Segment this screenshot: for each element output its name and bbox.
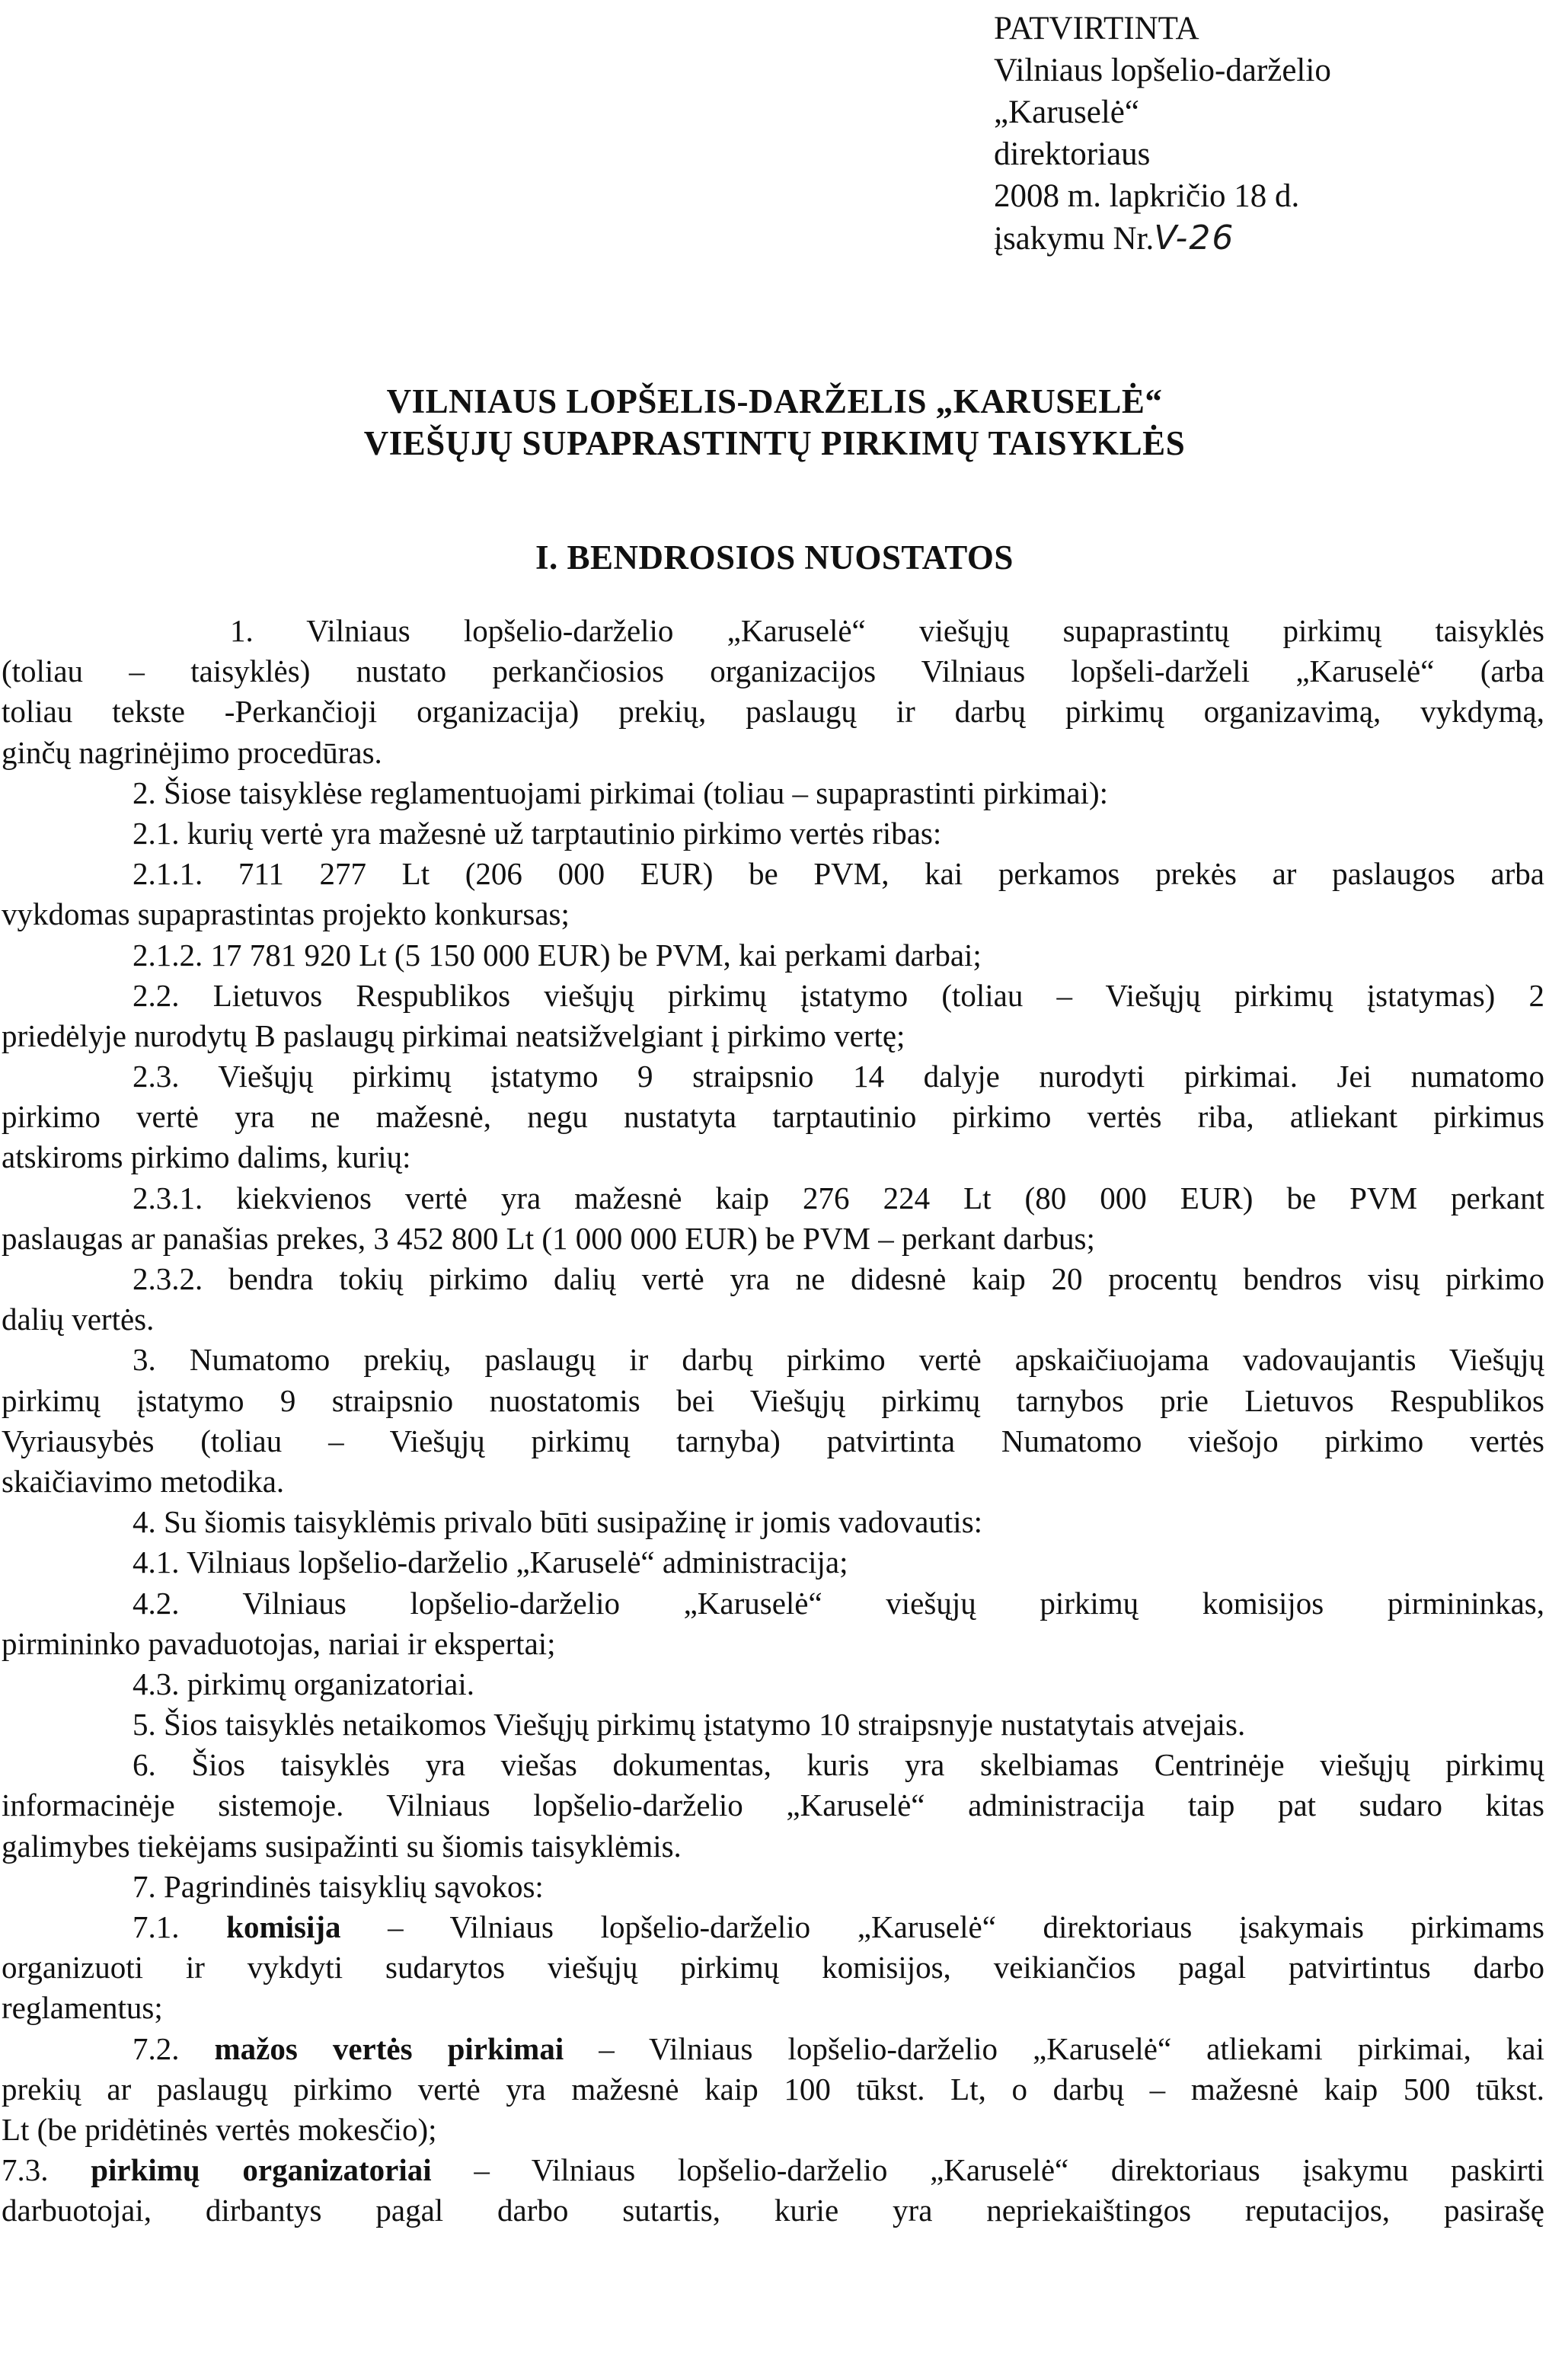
text-line: 2.1.1. 711 277 Lt (206 000 EUR) be PVM, kai perkamos prekės ar paslaugos arba: [133, 856, 1544, 892]
text-line: 4. Su šiomis taisyklėmis privalo būti susipažinę ir jomis vadovautis:: [133, 1504, 983, 1540]
text-line: priedėlyje nurodytų B paslaugų pirkimai neatsižvelgiant į pirkimo vertę;: [2, 1017, 905, 1053]
text-line: darbuotojai, dirbantys pagal darbo sutartis, kurie yra nepriekaištingos reputacijos, pasirašę: [2, 2193, 1544, 2228]
approval-institution-name: „Karuselė“: [994, 94, 1139, 130]
text-line: informacinėje sistemoje. Vilniaus lopšelio-darželio „Karuselė“ administracija taip pat sudaro kitas: [2, 1787, 1544, 1823]
text-line: 2.3.1. kiekvienos vertė yra mažesnė kaip 276 224 Lt (80 000 EUR) be PVM perkant: [133, 1180, 1544, 1216]
text-line: 5. Šios taisyklės netaikomos Viešųjų pirkimų įstatymo 10 straipsnyje nustatytais atvejais.: [133, 1707, 1246, 1743]
approval-stamp-block: [994, 8, 1331, 260]
text-line: galimybes tiekėjams susipažinti su šiomis taisyklėmis.: [2, 1828, 682, 1864]
text-line: 2.3. Viešųjų pirkimų įstatymo 9 straipsnio 14 dalyje nurodyti pirkimai. Jei numatomo: [133, 1059, 1544, 1094]
definition-text: – Vilniaus lopšelio-darželio „Karuselė“ atliekami pirkimai, kai: [564, 2030, 1545, 2066]
approval-date: 2008 m. lapkričio 18 d.: [994, 178, 1300, 214]
text-line: Vyriausybės (toliau – Viešųjų pirkimų tarnyba) patvirtinta Numatomo viešojo pirkimo vertės: [2, 1423, 1544, 1458]
document-title: [0, 381, 1549, 465]
text-line: pirmininko pavaduotojas, nariai ir ekspertai;: [2, 1625, 556, 1661]
text-line: 4.3. pirkimų organizatoriai.: [133, 1666, 474, 1701]
text-line: 2.3.2. bendra tokių pirkimo dalių vertė yra ne didesnė kaip 20 procentų bendros visų pirkimo: [133, 1261, 1544, 1296]
section-title: I. BENDROSIOS NUOSTATOS: [535, 538, 1014, 577]
text-line: toliau tekste -Perkančioji organizacija) prekių, paslaugų ir darbų pirkimų organizavimą, vykdymą,: [2, 694, 1544, 730]
text-line: prekių ar paslaugų pirkimo vertė yra mažesnė kaip 100 tūkst. Lt, o darbų – mažesnė kaip 500 tūkst.: [2, 2071, 1544, 2107]
text-line: vykdomas supaprastintas projekto konkursas;: [2, 896, 570, 932]
text-line: dalių vertės.: [2, 1302, 155, 1337]
text-line: 2. Šiose taisyklėse reglamentuojami pirkimai (toliau – supaprastinti pirkimai):: [133, 775, 1108, 810]
text-line: pirkimų įstatymo 9 straipsnio nuostatomis bei Viešųjų pirkimų tarnybos prie Lietuvos Respublikos: [2, 1382, 1544, 1418]
document-title-line-2: VIEŠŲJŲ SUPAPRASTINTŲ PIRKIMŲ TAISYKLĖS: [363, 424, 1186, 462]
text-line: atskiroms pirkimo dalims, kurių:: [2, 1139, 411, 1175]
text-line: 3. Numatomo prekių, paslaugų ir darbų pirkimo vertė apskaičiuojama vadovaujantis Viešųjų: [133, 1342, 1544, 1378]
approval-institution: Vilniaus lopšelio-darželio: [994, 53, 1331, 88]
text-line: 2.2. Lietuvos Respublikos viešųjų pirkimų įstatymo (toliau – Viešųjų pirkimų įstatymas) 2: [133, 977, 1544, 1013]
text-line: [2, 2150, 1544, 2190]
definition-text: – Vilniaus lopšelio-darželio „Karuselė“ direktoriaus įsakymu paskirti: [431, 2152, 1545, 2188]
text-line: Lt (be pridėtinės vertės mokesčio);: [2, 2111, 437, 2147]
text-line: 2.1. kurių vertė yra mažesnė už tarptautinio pirkimo vertės ribas:: [133, 815, 942, 851]
text-line: 1. Vilniaus lopšelio-darželio „Karuselė“ viešųjų supaprastintų pirkimų taisyklės: [230, 613, 1544, 648]
text-line: skaičiavimo metodika.: [2, 1463, 285, 1499]
definition-text: – Vilniaus lopšelio-darželio „Karuselė“ direktoriaus įsakymais pirkimams: [340, 1909, 1544, 1944]
approval-order-label: įsakymu Nr.: [994, 221, 1155, 257]
text-line: 4.2. Vilniaus lopšelio-darželio „Karuselė“ viešųjų pirkimų komisijos pirmininkas,: [133, 1585, 1544, 1621]
text-line: reglamentus;: [2, 1990, 163, 2026]
approval-label: PATVIRTINTA: [994, 11, 1199, 46]
text-line: ginčų nagrinėjimo procedūras.: [2, 734, 382, 770]
text-line: (toliau – taisyklės) nustato perkančiosios organizacijos Vilniaus lopšeli-darželi „Karuselė“ (arba: [2, 653, 1544, 689]
defined-term: pirkimų organizatoriai: [91, 2152, 432, 2188]
document-body: [2, 611, 1544, 2231]
text-line: 4.1. Vilniaus lopšelio-darželio „Karuselė“ administracija;: [133, 1545, 848, 1580]
defined-term: mažos vertės pirkimai: [214, 2030, 564, 2066]
text-line: 2.1.2. 17 781 920 Lt (5 150 000 EUR) be PVM, kai perkami darbai;: [133, 937, 982, 973]
text-line: pirkimo vertė yra ne mažesnė, negu nustatyta tarptautinio pirkimo vertės riba, atliekant pirkimus: [2, 1099, 1544, 1135]
text-line: [2, 2029, 1544, 2069]
approval-authority: direktoriaus: [994, 136, 1151, 172]
handwritten-order-number: V-26: [1154, 219, 1235, 257]
text-line: paslaugas ar panašias prekes, 3 452 800 Lt (1 000 000 EUR) be PVM – perkant darbus;: [2, 1220, 1095, 1256]
clause-number: 7.2.: [133, 2030, 215, 2066]
clause-number: 7.3.: [2, 2152, 91, 2188]
text-line: [2, 1907, 1544, 1947]
defined-term: komisija: [226, 1909, 341, 1944]
text-line: organizuoti ir vykdyti sudarytos viešųjų pirkimų komisijos, veikiančios pagal patvirtintus darbo: [2, 1950, 1544, 1985]
approval-order-line: [994, 217, 1331, 260]
clause-number: 7.1.: [133, 1909, 227, 1944]
text-line: 7. Pagrindinės taisyklių sąvokos:: [133, 1868, 544, 1904]
document-title-line-1: VILNIAUS LOPŠELIS-DARŽELIS „KARUSELĖ“: [386, 382, 1163, 420]
text-line: 6. Šios taisyklės yra viešas dokumentas, kuris yra skelbiamas Centrinėje viešųjų pirkimų: [133, 1747, 1544, 1783]
